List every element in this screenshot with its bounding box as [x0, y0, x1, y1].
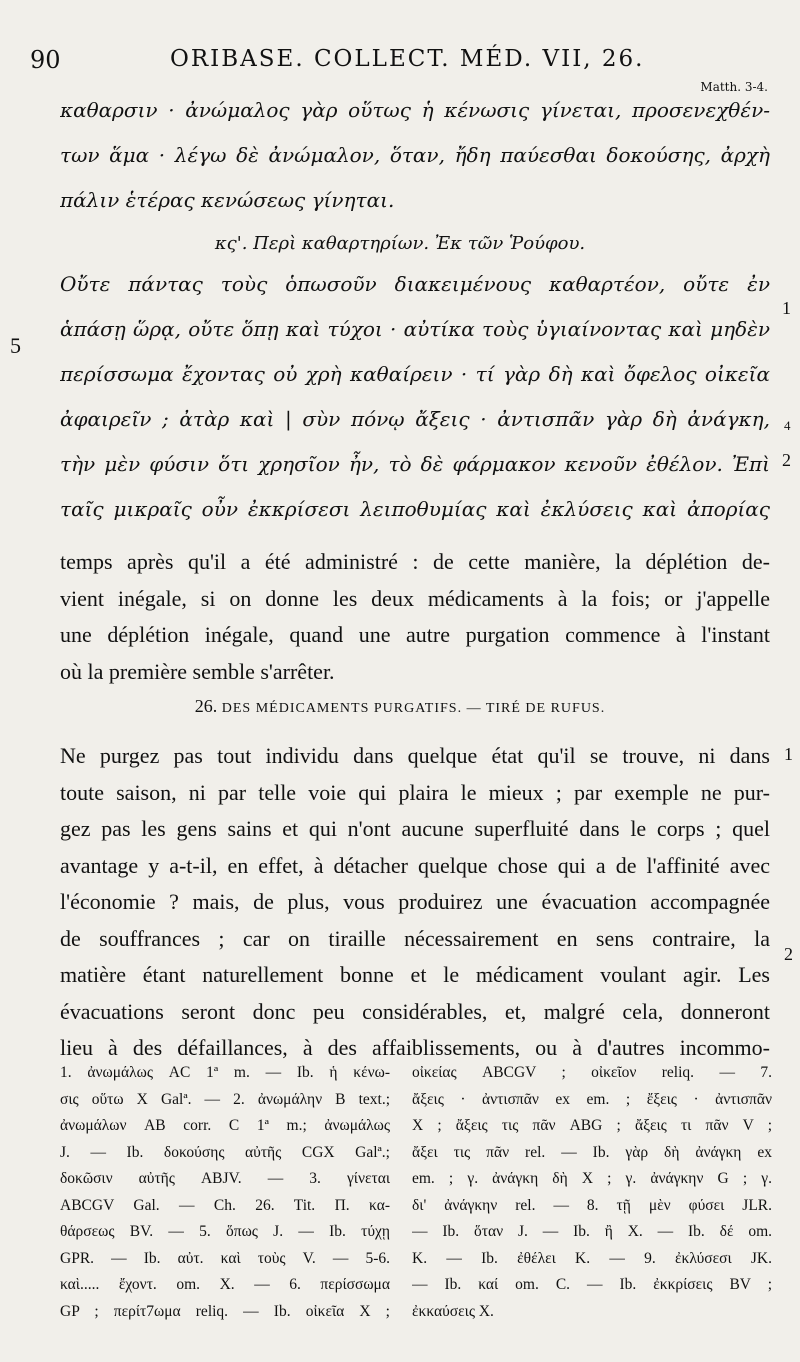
footnote-line: δι' ἀνάγκην rel. — 8. τῇ μὲν φύσει JLR. [412, 1196, 772, 1214]
french-line: avantage y a-t-il, en effet, à détacher quelque chose qui a de l'affinité avec [60, 852, 770, 878]
footnote-line: J. — Ib. δοκούσης αὐτῆς CGX Galª.; [60, 1143, 390, 1161]
french-line: matière étant naturellement bonne et le médicament voulant agir. Les [60, 962, 770, 987]
margin-section-number: 2 [784, 944, 793, 964]
margin-section-number: 2 [782, 450, 791, 470]
footnote-line: δοκῶσιν αὐτῆς ABJV. — 3. γίνεται [60, 1170, 390, 1187]
chapter-number: 26. [194, 696, 218, 716]
french-line: vient inégale, si on donne les deux médicaments à la fois; or j'appelle [60, 585, 770, 611]
footnote-line: — Ib. καί om. C. — Ib. ἐκκρίσεις BV ; [412, 1276, 772, 1293]
margin-page-reference: 4 [784, 418, 791, 433]
footnote-line: καὶ..... ἔχοντ. om. X. — 6. περίσσωμα [60, 1276, 390, 1293]
footnote-line: ἄξει τις πᾶν rel. — Ib. γὰρ δὴ ἀνάγκη ex [412, 1143, 772, 1161]
page-number: 90 [30, 46, 61, 74]
footnotes-left-column [60, 1060, 390, 1325]
footnote-line: οἰκείας ABCGV ; οἰκεῖον reliq. — 7. [412, 1064, 772, 1081]
french-line: gez pas les gens sains et qui n'ont aucune superfluité dans le corps ; quel [60, 816, 770, 841]
french-line: Ne purgez pas tout individu dans quelque état qu'il se trouve, ni dans [60, 743, 770, 768]
footnote-line: X ; ἄξεις τις πᾶν ABG ; ἄξεις τι πᾶν V ; [412, 1117, 772, 1134]
chapter-title: DES MÉDICAMENTS PURGATIFS. — TIRÉ DE RUFUS. [221, 701, 606, 716]
footnote-line: — Ib. ὅταν J. — Ib. ἢ X. — Ib. δέ om. [412, 1223, 772, 1240]
footnote-line: em. ; γ. ἀνάγκη δὴ X ; γ. ἀνάγκην G ; γ. [412, 1170, 772, 1187]
greek-line: ἀφαιρεῖν ; ἀτὰρ καὶ | σὺν πόνῳ ἄξεις · ἀντισπᾶν γὰρ δὴ ἀνάγκη, [60, 407, 770, 431]
french-chapter-heading [0, 696, 800, 717]
french-line: lieu à des défaillances, à des affaiblissements, ou à d'autres incommo- [60, 1035, 770, 1060]
french-line: l'économie ? mais, de plus, vous produirez une évacuation accompagnée [60, 889, 770, 914]
manuscript-reference: Matth. 3-4. [700, 80, 768, 94]
greek-chapter-heading: κς'. Περὶ καθαρτηρίων. Ἐκ τῶν Ῥούφου. [214, 233, 586, 254]
footnote-line: K. — Ib. ἐθέλει K. — 9. ἐκλύσεσι JK. [412, 1249, 772, 1267]
french-line: de souffrances ; car on tiraille nécessairement en sens contraire, la [60, 925, 770, 951]
greek-line: τὴν μὲν φύσιν ὅτι χρησῖον ἦν, τὸ δὲ φάρμακον κενοῦν ἐθέλον. Ἐπὶ [60, 452, 770, 476]
margin-section-number: 1 [782, 298, 791, 318]
french-line: évacuations seront donc peu considérables, et, malgré cela, donneront [60, 998, 770, 1024]
french-text-continuation [60, 544, 770, 690]
greek-line: Οὔτε πάντας τοὺς ὁπωσοῦν διακειμένους καθαρτέον, οὔτε ἐν [60, 272, 770, 296]
french-line: une déplétion inégale, quand une autre purgation commence à l'instant [60, 622, 770, 647]
greek-line: ταῖς μικραῖς οὖν ἐκκρίσεσι λειποθυμίας καὶ ἐκλύσεις καὶ ἀπορίας [60, 497, 770, 521]
greek-line: καθαρσιν · ἀνώμαλος γὰρ οὕτως ἡ κένωσις γίνεται, προσενεχθέν- [60, 98, 770, 122]
footnote-line: ἐκκαύσεις X. [412, 1302, 494, 1320]
footnotes-right-column [412, 1060, 772, 1325]
margin-section-number: 1 [784, 744, 793, 764]
french-line: temps après qu'il a été administré : de cette manière, la déplétion de- [60, 549, 770, 574]
footnote-line: 1. ἀνωμάλως AC 1ª m. — Ib. ἡ κένω- [60, 1064, 390, 1081]
footnote-line: ἀνωμάλων AB corr. C 1ª m.; ἀνωμάλως [60, 1117, 390, 1134]
footnote-line: GPR. — Ib. αὐτ. καὶ τοὺς V. — 5-6. [60, 1249, 390, 1267]
footnote-line: σις οὕτω X Galª. — 2. ἀνωμάλην B text.; [60, 1090, 390, 1108]
greek-line: περίσσωμα ἔχοντας οὐ χρὴ καθαίρειν · τί γὰρ δὴ καὶ ὄφελος οἰκεῖα [60, 362, 770, 386]
greek-text-continuation [60, 88, 770, 223]
french-line: toute saison, ni par telle voie qui plaira le mieux ; par exemple ne pur- [60, 779, 770, 805]
greek-chapter-text [60, 262, 770, 532]
greek-line: ἁπάσῃ ὥρᾳ, οὔτε ὅπῃ καὶ τύχοι · αὐτίκα τοὺς ὑγιαίνοντας καὶ μηδὲν [60, 317, 770, 341]
footnote-line: θάρσεως BV. — 5. ὅπως J. — Ib. τύχῃ [60, 1223, 390, 1240]
french-line: où la première semble s'arrêter. [60, 658, 335, 684]
footnote-line: ABCGV Gal. — Ch. 26. Tit. Π. κα- [60, 1196, 390, 1214]
footnote-line: ἄξεις · ἀντισπᾶν ex em. ; ἔξεις · ἀντισπᾶν [412, 1090, 772, 1108]
margin-line-number: 5 [10, 333, 21, 358]
greek-line: πάλιν ἑτέρας κενώσεως γίνηται. [60, 188, 395, 212]
running-title: ORIBASE. COLLECT. MÉD. VII, 26. [170, 46, 645, 72]
footnote-line: GP ; περίτ7ωμα reliq. — Ib. οἰκεῖα X ; [60, 1302, 390, 1320]
french-chapter-text [60, 738, 770, 1067]
greek-line: των ἅμα · λέγω δὲ ἀνώμαλον, ὅταν, ἤδη παύεσθαι δοκούσης, ἀρχὴ [60, 143, 770, 167]
